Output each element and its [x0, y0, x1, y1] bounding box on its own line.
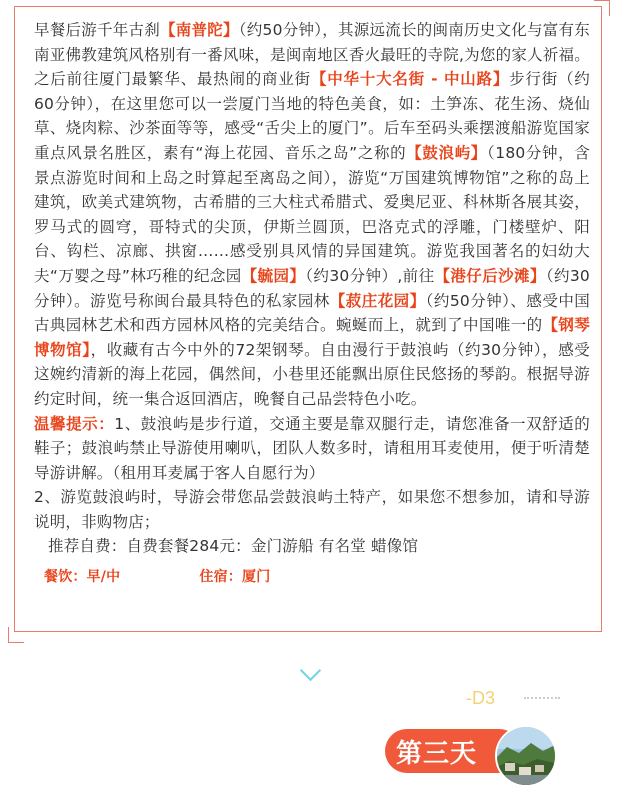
attraction-highlight: 【中华十大名街 - 中山路】 — [310, 70, 510, 89]
frame-corner-top-right — [594, 0, 610, 16]
attraction-highlight: 【港仔后沙滩】 — [434, 266, 546, 285]
itinerary-text: （约50分钟）、感受中国古典园林艺术和西方园林风格的完美结合。蜿蜒而上，就到了中国唯一的 — [34, 291, 591, 335]
day-code: -D3 — [466, 688, 496, 708]
scenic-photo-image — [497, 727, 555, 785]
attraction-highlight: 【钢琴博物馆】 — [34, 316, 590, 359]
meals-lodging-row — [34, 565, 590, 590]
itinerary-text: （约50分钟），其源远流长的闽南历史文化与富有东南亚佛教建筑风格别有一番风味，是闽南地区香火最旺的寺院,为您的家人祈福。之后前往厦门最繁华、最热闹的商业街 — [34, 21, 590, 89]
day-tab-label[interactable]: 第三天 — [396, 739, 478, 769]
scenic-photo-thumbnail — [495, 725, 557, 787]
lodging-info: 住宿：厦门 — [199, 569, 271, 586]
tip-1-text: 1、鼓浪屿是步行道，交通主要是靠双腿行走，请您准备一双舒适的鞋子；鼓浪屿禁止导游使用喇叭，团队人数多时，请租用耳麦使用，便于听清楚导游讲解。（租用耳麦属于客人自愿行为） — [34, 414, 590, 482]
attraction-highlight: 【菽庄花园】 — [329, 291, 426, 310]
itinerary-text: 步行街（约60分钟），在这里您可以一尝厦门当地的特色美食，如：土笋冻、花生汤、烧仙草、烧肉粽、沙茶面等等，感受“舌尖上的厦门”。后车至码头乘摆渡船游览国家重点风景名胜区，素有“海上花园、音乐之岛”之称的 — [34, 70, 590, 162]
itinerary-text: 早餐后游千年古刹 — [34, 21, 161, 39]
attraction-highlight: 【鼓浪屿】 — [406, 143, 487, 162]
tips-label: 温馨提示： — [34, 414, 115, 433]
meals-info: 餐饮：早/中 — [44, 569, 121, 586]
tips-block — [34, 412, 590, 486]
attraction-highlight: 【南普陀】 — [160, 21, 239, 39]
recommended-extras: 推荐自费：自费套餐284元：金门游船 有名堂 蜡像馆 — [48, 537, 419, 556]
frame-corner-bottom-left — [8, 627, 24, 643]
itinerary-paragraph — [34, 18, 590, 412]
tip-2-text: 2、游览鼓浪屿时，导游会带您品尝鼓浪屿土特产，如果您不想参加，请和导游说明，非购物店； — [34, 488, 590, 531]
itinerary-text: （约30分钟）,前往 — [305, 266, 435, 285]
chevron-down-icon[interactable] — [300, 660, 321, 681]
itinerary-text: ，收藏有古今中外的72架钢琴。自由漫行于鼓浪屿（约30分钟），感受这婉约清新的海上花园，偶然间，小巷里还能飘出原住民悠扬的琴韵。根据导游约定时间，统一集合返回酒店，晚餐自己品尝特色小吃。 — [34, 340, 590, 408]
itinerary-text: （180分钟，含景点游览时间和上岛之时算起至离岛之间），游览“万国建筑博物馆”之称的岛上建筑，欧美式建筑物，古希腊的三大柱式希腊式、爱奥尼亚、科林斯各展其姿，罗马式的圆穹，哥特式的尖顶，伊斯兰圆顶，巴洛克式的浮雕，门楼壁炉、阳台、钩栏、凉廊、拱窗……感受别具风情的异国建筑。游览我国著名的妇幼大夫“万婴之母”林巧稚的纪念园 — [34, 143, 590, 285]
itinerary-content — [34, 18, 590, 590]
itinerary-text: （约30分钟）。游览号称闽台最具特色的私家园林 — [34, 266, 590, 310]
attraction-highlight: 【毓园】 — [241, 266, 306, 285]
day-code-divider — [524, 697, 560, 699]
